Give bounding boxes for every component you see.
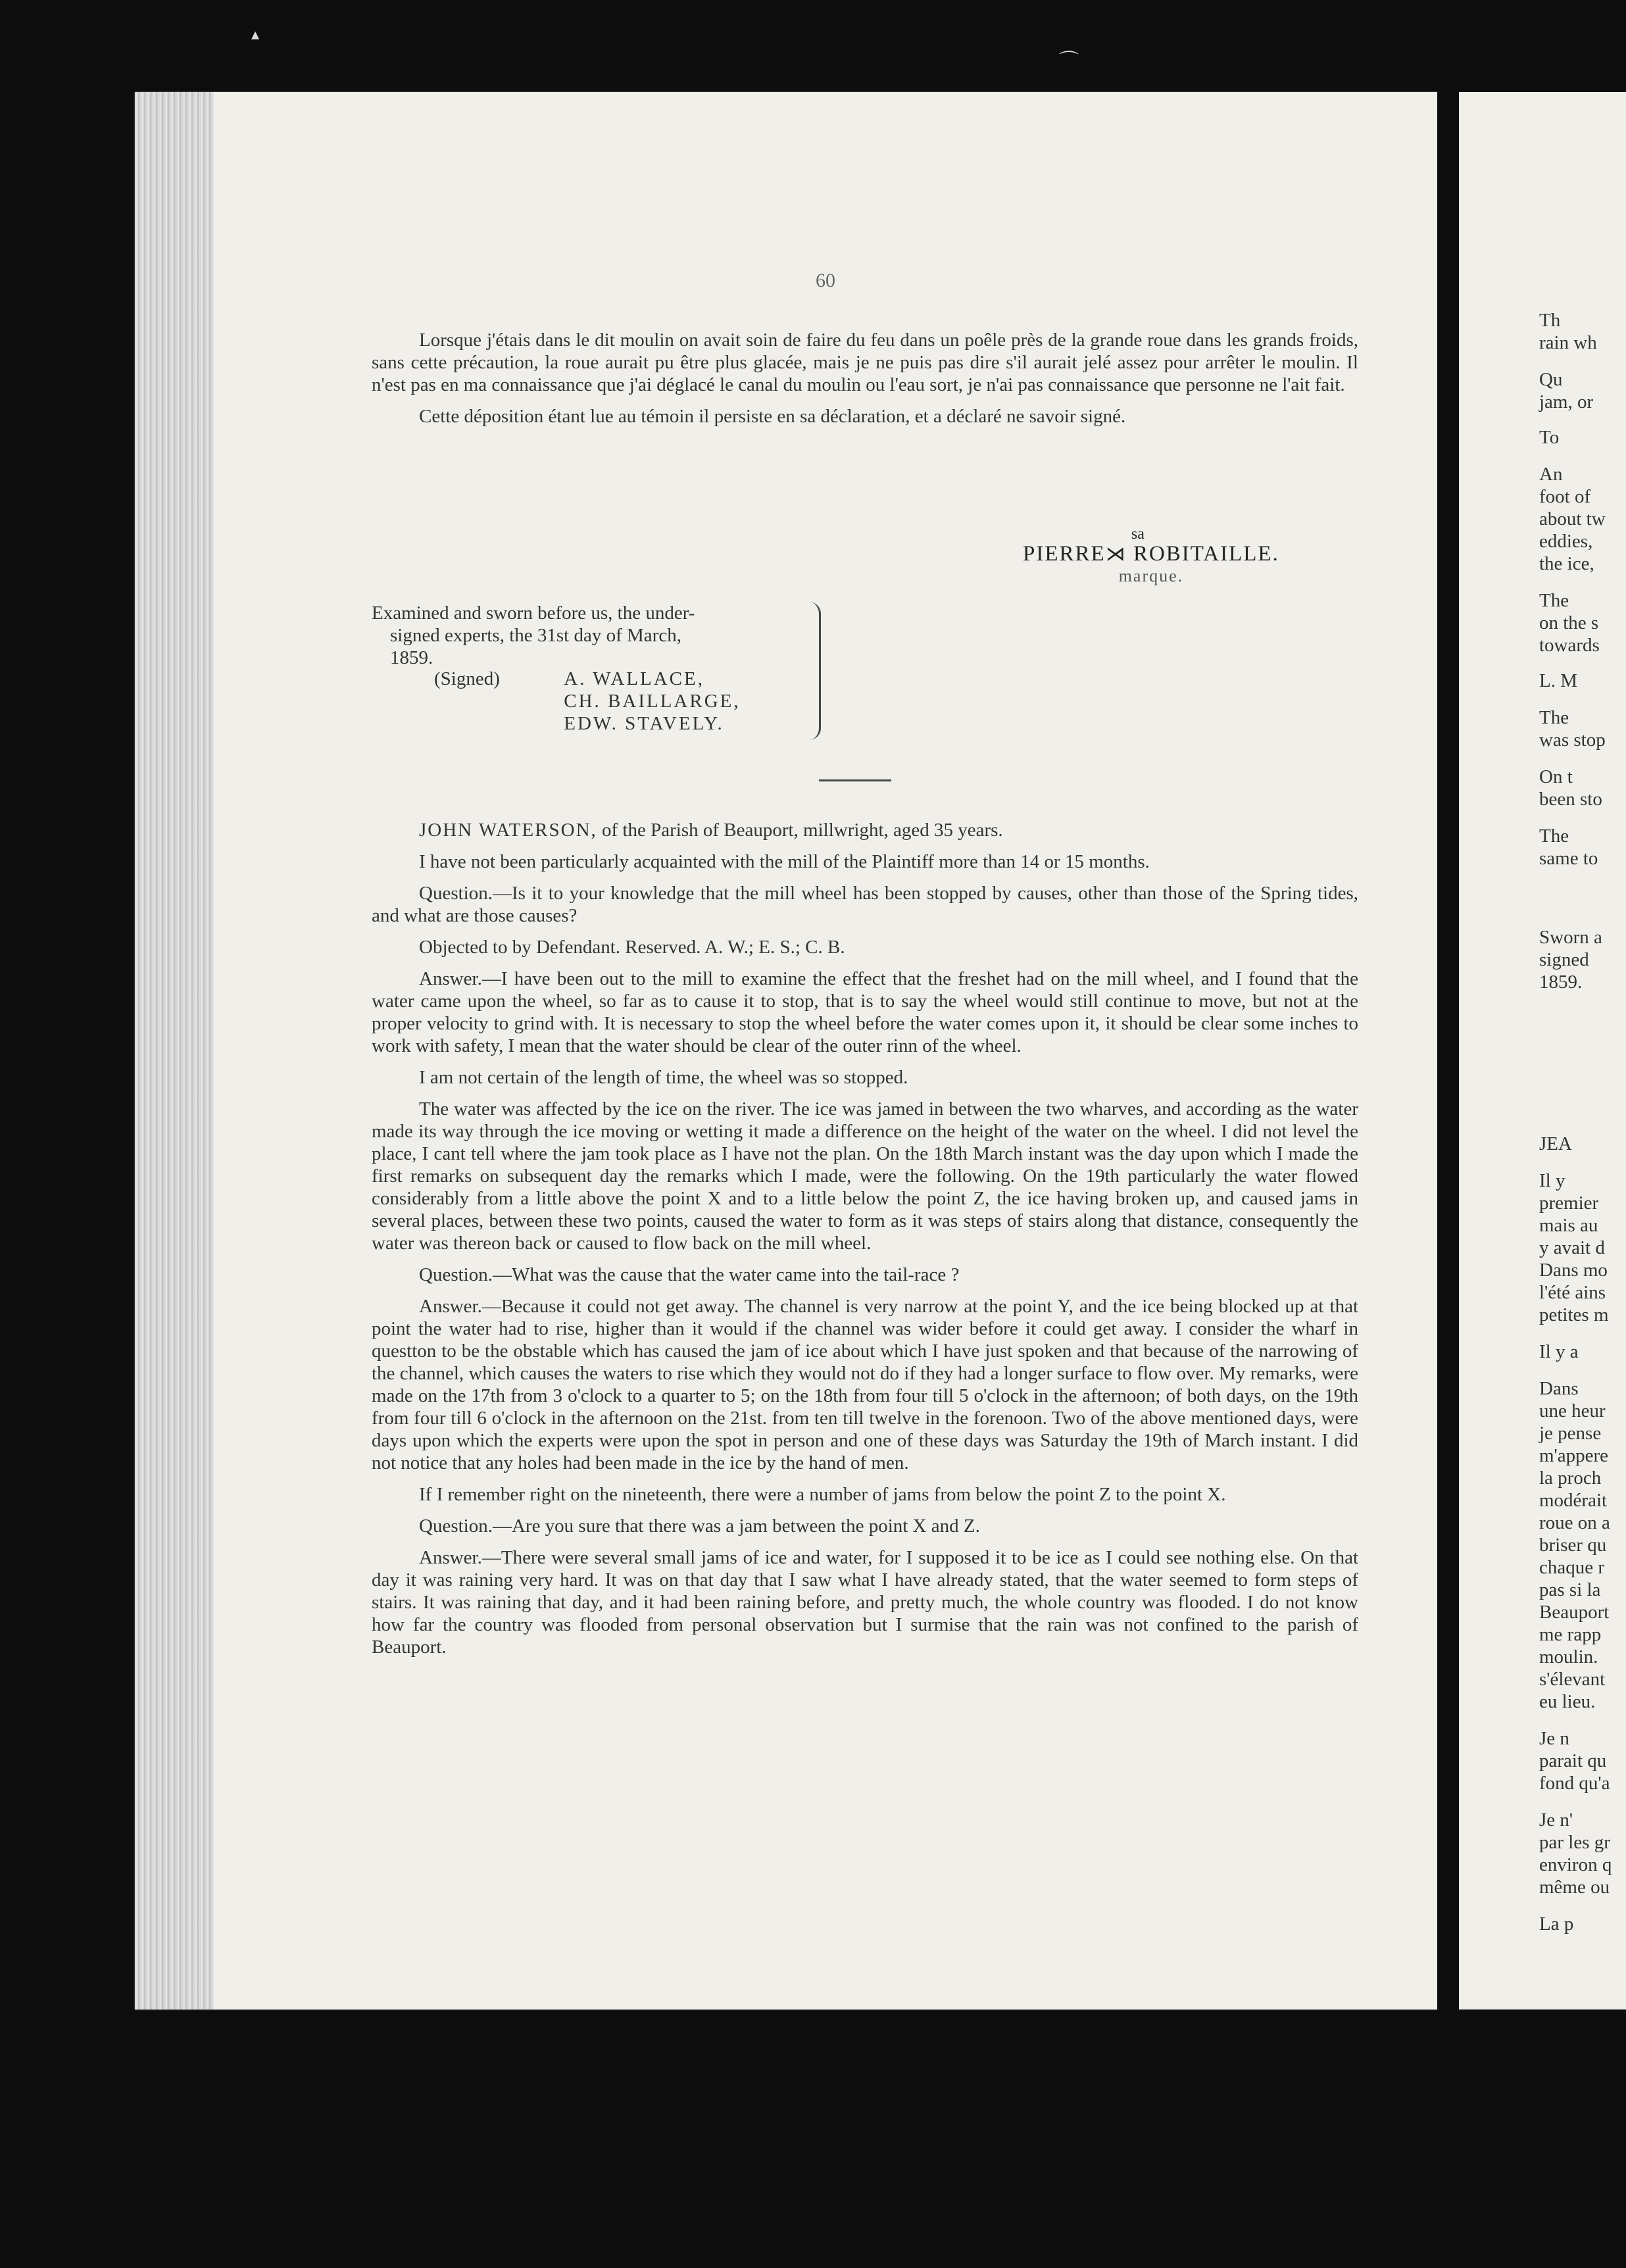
right-page-fragment: la proch — [1539, 1467, 1602, 1489]
right-page-fragment: premier — [1539, 1193, 1599, 1214]
deposition-paragraph: The water was affected by the ice on the river. The ice was jamed in between the two wharves, and according as the water made its way through the ice moving or wetting it made a difference on the height of the water on the wheel. I did not level the place, I cant tell where the jam took place as I have not the plan. On the 18th March instant was the day upon which I made the first remarks on subsequent day the remarks which I made, were the following. On the 19th particularly the water flowed considerably from a little above the point X and to a little below the point Z, the ice having broken up, and caused jams in several places, between these two points, caused the water to form as it was steps of stairs along that distance, consequently the water was thereon back or caused to flow back on the mill wheel. — [372, 1098, 1358, 1254]
right-page-fragment: Beauport — [1539, 1602, 1610, 1623]
right-page-fragment: m'appere — [1539, 1445, 1609, 1466]
right-page-fragment: s'élevant — [1539, 1669, 1606, 1690]
sworn-line: signed experts, the 31st day of March, — [390, 625, 681, 646]
right-brace — [806, 602, 821, 740]
right-page-fragment: L. M — [1539, 670, 1577, 691]
right-page-fragment: Th — [1539, 310, 1561, 331]
signature-last-name: ROBITAILLE. — [1133, 542, 1279, 566]
french-paragraph: Cette déposition étant lue au témoin il persiste en sa déclaration, et a déclaré ne savoir signé. — [419, 406, 1126, 427]
right-page-fragment: environ q — [1539, 1854, 1612, 1875]
right-page-fragment: been sto — [1539, 789, 1602, 810]
signed-label: (Signed) — [434, 668, 500, 689]
deposition-paragraph: If I remember right on the nineteenth, there were a number of jams from below the point Z to the point X. — [419, 1484, 1226, 1505]
signature-first-name: PIERRE — [1023, 542, 1106, 566]
witness-description: of the Parish of Beauport, millwright, aged 35 years. — [597, 820, 1003, 841]
right-page-fragment: roue on a — [1539, 1512, 1610, 1533]
deposition-paragraph: Answer.—Because it could not get away. The channel is very narrow at the point Y, and the ice being blocked up at that point the water had to rise, higher than it would if the channel was wider before it could get away. I consider the wharf in questton to be the obstable which has caused the jam of ice about which I have just spoken and that because of the narrowing of the channel, which causes the waters to rise which they would not do if they had a longer surface to flow over. My remarks, were made on the 17th from 3 o'clock to a quarter to 5; on the 18th from four till 5 o'clock in the afternoon; of both days, on the 19th from four till 6 o'clock in the afternoon on the 21st. from ten till twelve in the forenoon. Two of the above mentioned days, were days upon which the experts were upon the spot in person and one of these days was Saturday the 19th of March instant. I did not notice that any holes had been made in the ice by the hand of men. — [372, 1296, 1358, 1473]
signer-name: A. WALLACE, — [564, 668, 704, 689]
signer-name: CH. BAILLARGE, — [564, 691, 741, 712]
right-page-fragment: was stop — [1539, 729, 1606, 751]
right-page-fragment: same to — [1539, 848, 1598, 869]
right-page-fragment: On t — [1539, 766, 1573, 787]
right-page-fragment: the ice, — [1539, 553, 1594, 574]
right-page-fragment: par les gr — [1539, 1832, 1610, 1853]
right-page-fragment: 1859. — [1539, 972, 1583, 993]
section-divider — [819, 779, 891, 781]
right-page-fragment: about tw — [1539, 508, 1606, 530]
deposition-paragraph: I have not been particularly acquainted with the mill of the Plaintiff more than 14 or 15 months. — [419, 851, 1150, 872]
signer-name: EDW. STAVELY. — [564, 713, 724, 734]
right-page-fragment: rain wh — [1539, 332, 1597, 353]
witness-name: JOHN WATERSON, — [419, 820, 597, 841]
right-page-fragment: The — [1539, 590, 1569, 611]
right-page-fragment: pas si la — [1539, 1579, 1601, 1600]
right-page-fragment: Il y a — [1539, 1341, 1579, 1362]
right-page-fragment: une heur — [1539, 1400, 1606, 1421]
right-page-fragment: jam, or — [1539, 391, 1594, 412]
right-page-fragment: towards — [1539, 635, 1600, 656]
signers — [434, 668, 741, 735]
signature-sa: sa — [1131, 526, 1145, 543]
right-page-fragment: Je n' — [1539, 1810, 1573, 1831]
right-page-fragment: modérait — [1539, 1490, 1608, 1511]
deposition-paragraph: I am not certain of the length of time, the wheel was so stopped. — [419, 1067, 908, 1088]
right-page-fragment: me rapp — [1539, 1624, 1602, 1645]
right-page-fragment: Sworn a — [1539, 927, 1602, 948]
signature-cross-mark: ⋊ — [1105, 543, 1127, 565]
signature-marque: marque. — [1118, 566, 1184, 585]
french-paragraph: Lorsque j'étais dans le dit moulin on avait soin de faire du feu dans un poêle près de la grande roue dans les grands froids, sans cette précaution, la roue aurait pu être plus glacée, mais je ne puis pas dire s'il aurait jelé assez pour arrêter le moulin. Il n'est pas en ma connaissance que j'ai déglacé le canal du moulin ou l'eau sort, je n'ai pas connaissance que personne ne l'ait fait. — [372, 330, 1358, 395]
right-page-fragment: signed — [1539, 949, 1589, 970]
signer-names — [564, 668, 740, 735]
right-page-fragment: même ou — [1539, 1877, 1610, 1898]
sworn-line: Examined and sworn before us, the under- — [372, 603, 695, 624]
right-page-fragment: moulin. — [1539, 1646, 1598, 1667]
right-page-fragment: eu lieu. — [1539, 1691, 1596, 1712]
deposition-paragraph: Question.—Are you sure that there was a jam between the point X and Z. — [419, 1516, 980, 1537]
page-edges — [135, 92, 214, 2009]
scan-speck: ⌒ — [1059, 50, 1079, 73]
deposition-paragraph: Question.—What was the cause that the water came into the tail-race ? — [419, 1264, 960, 1285]
right-page-fragment: Dans — [1539, 1378, 1579, 1399]
book-gutter — [1437, 92, 1459, 2009]
sworn-block — [372, 602, 832, 734]
right-page-fragment: chaque r — [1539, 1557, 1605, 1578]
deposition-paragraph: Answer.—There were several small jams of ice and water, for I supposed it to be ice as I could see nothing else. On that day it was raining very hard. It was on that day that I saw what I have already stated, that the water seemed to form steps of stairs. It was raining that day, and it had been raining before, and pretty much, the whole country was flooded. I do not know how far the country was flooded from personal observation but I surmise that the rain was not confined to the parish of Beauport. — [372, 1547, 1358, 1658]
right-page-fragment: parait qu — [1539, 1750, 1607, 1771]
sworn-line: 1859. — [390, 647, 433, 668]
right-page-fragment: JEA — [1539, 1133, 1572, 1154]
french-deposition — [372, 329, 1358, 437]
right-page-fragment: eddies, — [1539, 531, 1593, 552]
right-page-fragment: fond qu'a — [1539, 1773, 1610, 1794]
signature-block — [1023, 526, 1279, 586]
right-page-fragment: on the s — [1539, 612, 1599, 633]
right-page-fragment: Il y — [1539, 1170, 1565, 1191]
right-page-fragment: Dans mo — [1539, 1260, 1608, 1281]
right-page-fragment: y avait d — [1539, 1237, 1605, 1258]
sworn-statement — [372, 602, 839, 669]
deposition-paragraph: Objected to by Defendant. Reserved. A. W.; E. S.; C. B. — [419, 937, 845, 958]
right-page-fragment: To — [1539, 427, 1560, 448]
signature-name — [1023, 542, 1279, 566]
right-page-fragment: Qu — [1539, 369, 1563, 390]
page-number: 60 — [816, 270, 835, 291]
right-page-fragment: mais au — [1539, 1215, 1598, 1236]
witness-deposition — [372, 819, 1358, 1667]
deposition-paragraph: Question.—Is it to your knowledge that the mill wheel has been stopped by causes, other than those of the Spring tides, and what are those causes? — [372, 883, 1358, 926]
right-page-fragment: The — [1539, 826, 1569, 847]
right-page-fragment: foot of — [1539, 486, 1591, 507]
right-page-fragment: petites m — [1539, 1304, 1609, 1325]
right-page-fragment: La p — [1539, 1913, 1574, 1935]
right-page-fragment: briser qu — [1539, 1535, 1607, 1556]
right-page-fragment: Je n — [1539, 1728, 1569, 1749]
right-page-fragment: je pense — [1539, 1423, 1602, 1444]
deposition-paragraph: Answer.—I have been out to the mill to examine the effect that the freshet had on the mill wheel, and I found that the water came upon the wheel, so far as to cause it to stop, that is to say the wheel would still continue to move, but not at the proper velocity to grind with. It is necessary to stop the wheel before the water comes upon it, it should be clear some inches to work with safety, I mean that the water should be clear of the outer rinn of the wheel. — [372, 968, 1358, 1056]
witness-heading — [372, 819, 1358, 841]
scan-speck: ▴ — [251, 25, 260, 43]
right-page-fragment: An — [1539, 464, 1563, 485]
right-page-fragment: The — [1539, 707, 1569, 728]
right-page-fragment: l'été ains — [1539, 1282, 1606, 1303]
